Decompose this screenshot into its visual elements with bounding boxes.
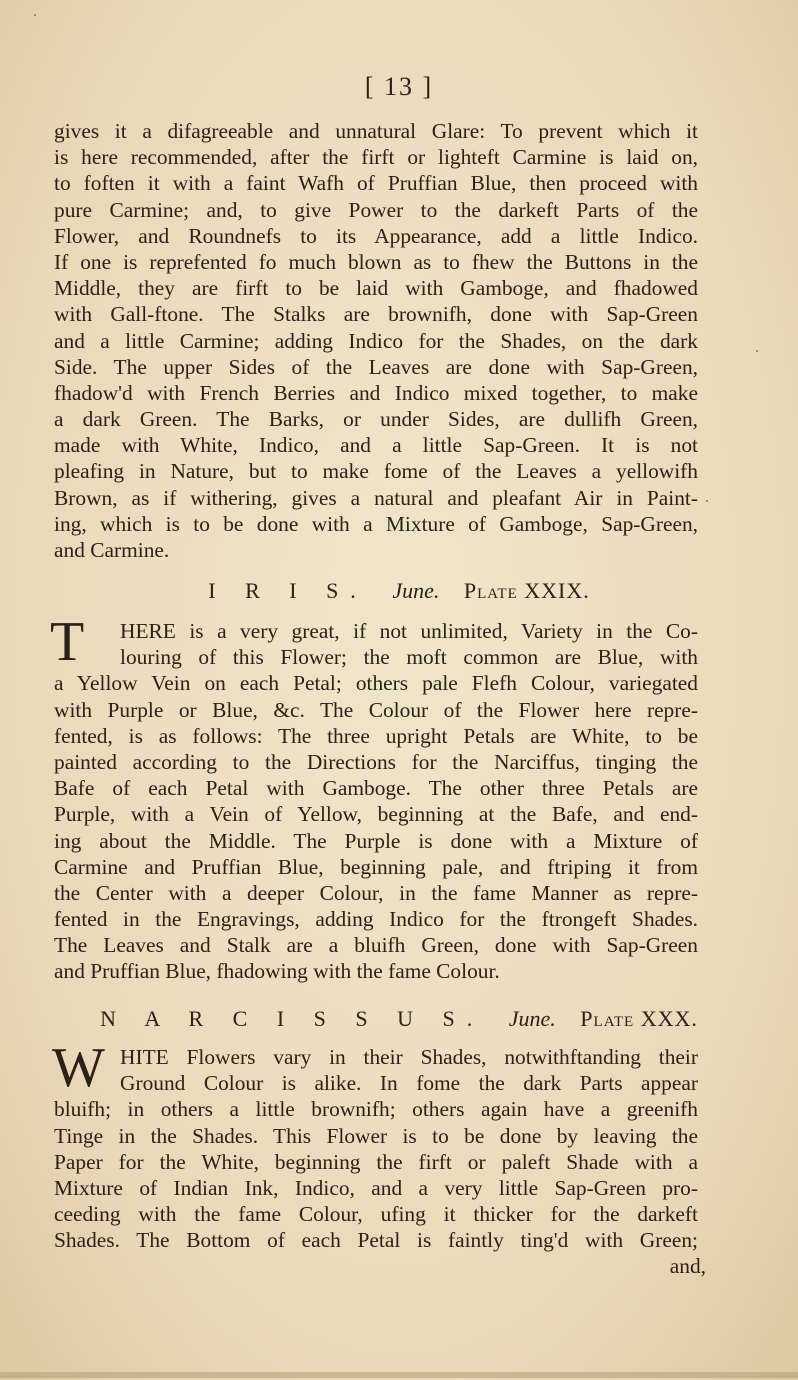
page-bottom-edge bbox=[0, 1372, 798, 1378]
text-line: pure Carmine; and, to give Power to the darkeft Parts of the bbox=[54, 197, 698, 222]
heading-iris-title: I R I S. bbox=[208, 578, 368, 603]
text-line: HERE is a very great, if not unlimited, Variety in the Co- bbox=[120, 619, 698, 643]
paper-speck bbox=[34, 14, 36, 16]
text-line: Middle, they are firft to be laid with Gamboge, and fhadowed bbox=[54, 276, 698, 301]
text-line: with Gall-ftone. The Stalks are brownifh, done with Sap-Green bbox=[54, 302, 698, 327]
text-line: and a little Carmine; adding Indico for the Shades, on the dark bbox=[54, 328, 698, 353]
text-line: Carmine and Pruffian Blue, beginning pale, and ftriping it from bbox=[54, 854, 698, 879]
text-line: Purple, with a Vein of Yellow, beginning at the Bafe, and end- bbox=[54, 802, 698, 827]
text-line: a Yellow Vein on each Petal; others pale Flefh Colour, variegated bbox=[54, 671, 698, 696]
text-line: and Pruffian Blue, fhadowing with the fame Colour. bbox=[54, 959, 500, 984]
heading-iris-month: June. bbox=[392, 578, 440, 603]
heading-narcissus bbox=[0, 1006, 798, 1032]
text-line: and Carmine. bbox=[54, 538, 170, 562]
text-line: bluifh; in others a little brownifh; others again have a greenifh bbox=[54, 1097, 698, 1122]
text-line: fented, is as follows: The three upright Petals are White, to be bbox=[54, 723, 698, 748]
text-line: Brown, as if withering, gives a natural and pleafant Air in Paint- bbox=[54, 485, 698, 510]
heading-narcissus-title: N A R C I S S U S. bbox=[100, 1006, 485, 1031]
text-line: with Purple or Blue, &c. The Colour of the Flower here repre- bbox=[54, 697, 698, 722]
dropcap-narcissus: W bbox=[52, 1037, 105, 1099]
text-line: Flower, and Roundnefs to its Appearance, add a little Indico. bbox=[54, 223, 698, 248]
text-line: Tinge in the Shades. This Flower is to be done by leaving the bbox=[54, 1123, 698, 1148]
text-line: HITE Flowers vary in their Shades, notwithftanding their bbox=[120, 1045, 698, 1069]
paragraph-iris bbox=[54, 618, 698, 985]
text-line: Bafe of each Petal with Gamboge. The other three Petals are bbox=[54, 776, 698, 801]
dropcap-iris: T bbox=[50, 611, 85, 673]
text-line: The Leaves and Stalk are a bluifh Green, done with Sap-Green bbox=[54, 933, 698, 958]
paper-speck bbox=[756, 350, 758, 352]
text-line: painted according to the Directions for the Narciffus, tinging the bbox=[54, 749, 698, 774]
text-line: pleafing in Nature, but to make fome of the Leaves a yellowifh bbox=[54, 459, 698, 484]
text-line: gives it a difagreeable and unnatural Glare: To prevent which it bbox=[54, 119, 698, 143]
text-line: Shades. The Bottom of each Petal is faintly ting'd with Green; bbox=[54, 1228, 698, 1253]
text-line: Ground Colour is alike. In fome the dark Parts appear bbox=[120, 1071, 698, 1096]
text-line: made with White, Indico, and a little Sap-Green. It is not bbox=[54, 433, 698, 458]
heading-iris-plate: Plate XXIX. bbox=[463, 578, 590, 603]
text-line: to foften it with a faint Wafh of Pruffian Blue, then proceed with bbox=[54, 171, 698, 196]
text-line: louring of this Flower; the moft common are Blue, with bbox=[120, 645, 698, 670]
text-line: ceeding with the fame Colour, ufing it thicker for the darkeft bbox=[54, 1202, 698, 1227]
heading-iris bbox=[0, 578, 798, 604]
text-line: ing about the Middle. The Purple is done with a Mixture of bbox=[54, 828, 698, 853]
text-line: If one is reprefented fo much blown as to fhew the Buttons in the bbox=[54, 249, 698, 274]
text-line: fhadow'd with French Berries and Indico mixed together, to make bbox=[54, 380, 698, 405]
heading-narcissus-month: June. bbox=[508, 1006, 556, 1031]
catchword: and, bbox=[669, 1254, 706, 1278]
heading-narcissus-plate: Plate XXX. bbox=[580, 1006, 698, 1031]
text-line: Mixture of Indian Ink, Indico, and a very little Sap-Green pro- bbox=[54, 1175, 698, 1200]
text-line: Side. The upper Sides of the Leaves are done with Sap-Green, bbox=[54, 354, 698, 379]
paragraph-narcissus bbox=[54, 1044, 698, 1254]
text-line: a dark Green. The Barks, or under Sides, are dullifh Green, bbox=[54, 407, 698, 432]
paragraph-rose-continued bbox=[54, 118, 698, 563]
text-line: ing, which is to be done with a Mixture of Gamboge, Sap-Green, bbox=[54, 511, 698, 536]
paper-speck bbox=[706, 500, 708, 502]
text-line: fented in the Engravings, adding Indico for the ftrongeft Shades. bbox=[54, 907, 698, 932]
text-line: is here recommended, after the firft or lighteft Carmine is laid on, bbox=[54, 145, 698, 170]
text-line: Paper for the White, beginning the firft or paleft Shade with a bbox=[54, 1149, 698, 1174]
text-line: the Center with a deeper Colour, in the fame Manner as repre- bbox=[54, 880, 698, 905]
page-number: [ 13 ] bbox=[364, 72, 434, 101]
